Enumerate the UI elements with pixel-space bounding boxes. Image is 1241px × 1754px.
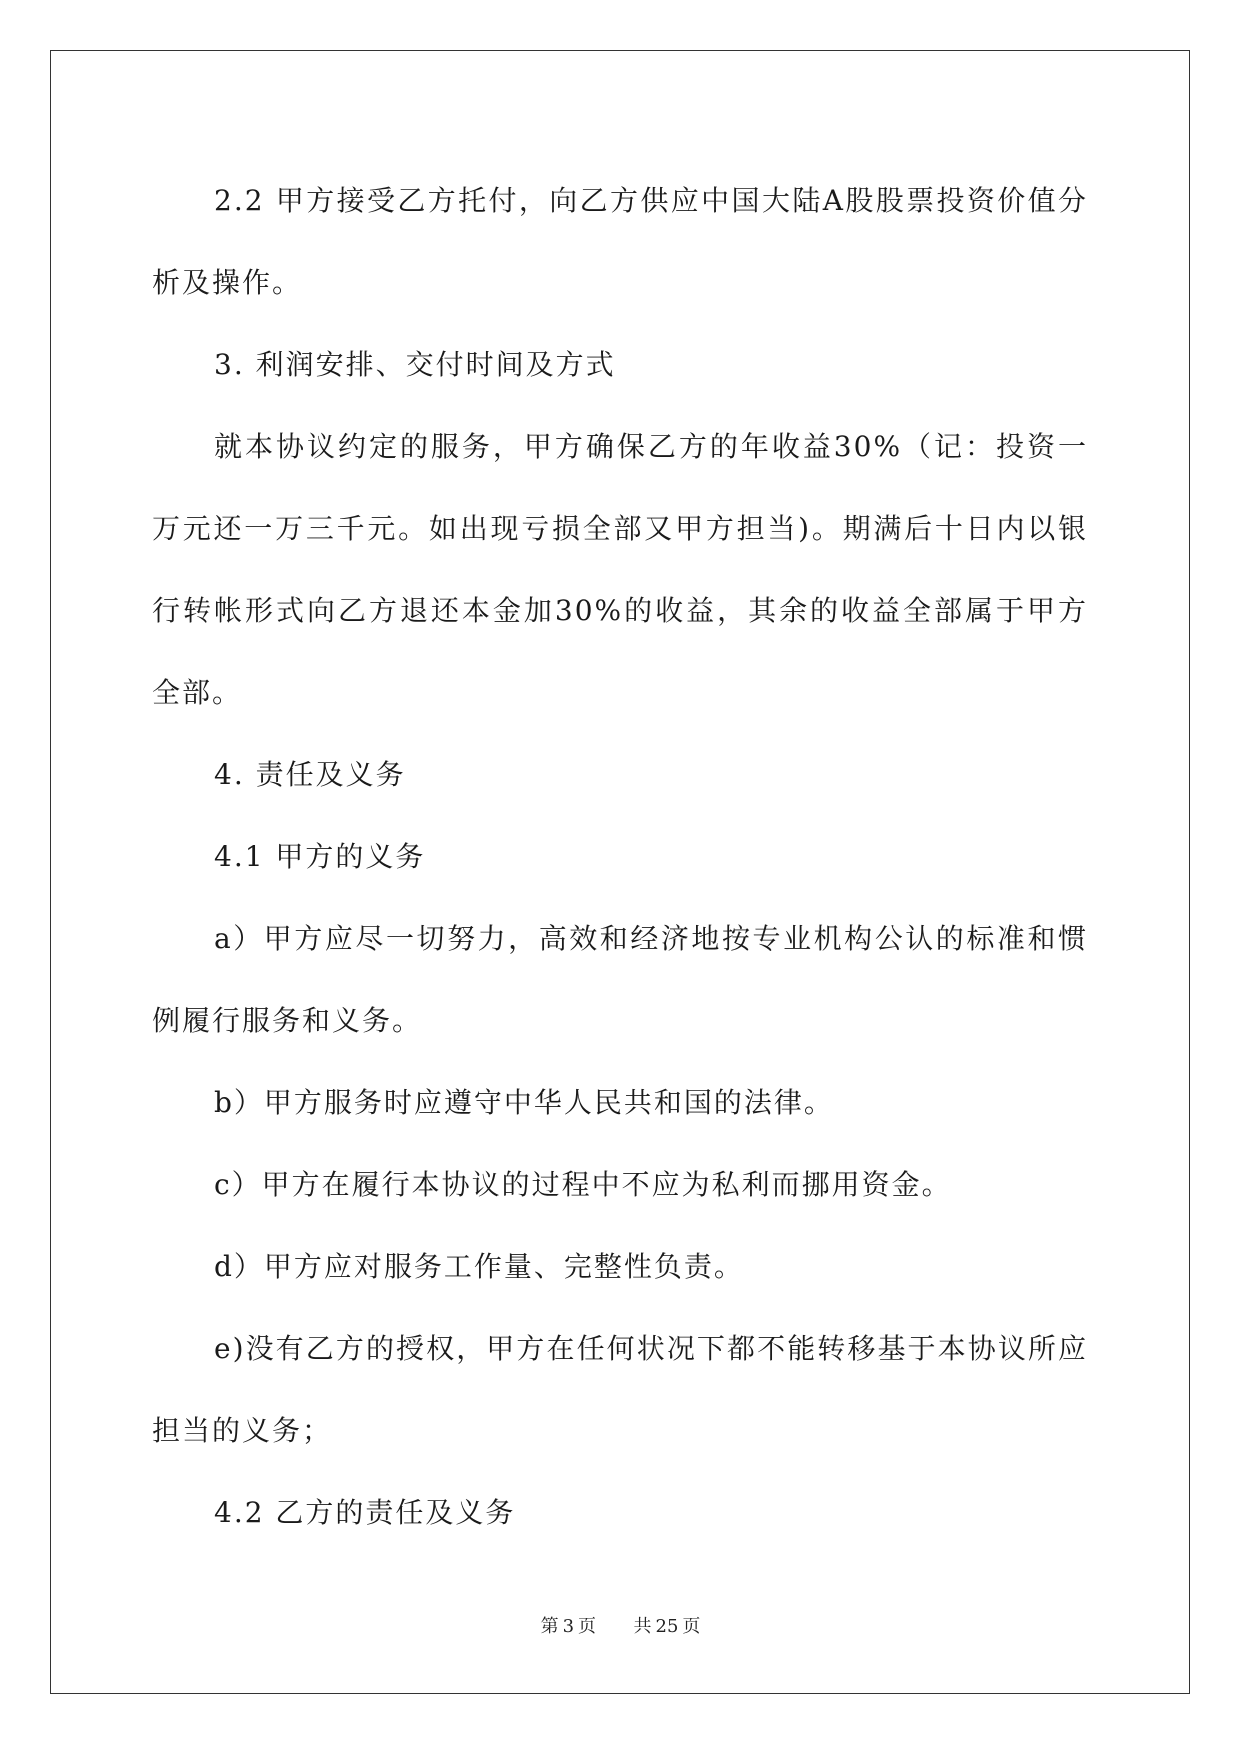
- total-label-prefix: 共: [633, 1616, 652, 1637]
- list-item-a: a）甲方应尽一切努力，高效和经济地按专业机构公认的标准和惯例履行服务和义务。: [152, 922, 1088, 1037]
- heading-section-4-1: 4.1 甲方的义务: [214, 840, 426, 873]
- list-item-c: c）甲方在履行本协议的过程中不应为私利而挪用资金。: [214, 1168, 952, 1201]
- heading-section-4-2: 4.2 乙方的责任及义务: [214, 1496, 516, 1529]
- page-label-prefix: 第: [540, 1616, 559, 1637]
- page-footer: [0, 1612, 1241, 1638]
- paragraph-section-3-body: 就本协议约定的服务，甲方确保乙方的年收益30%（记：投资一万元还一万三千元。如出现亏损全部又甲方担当)。期满后十日内以银行转帐形式向乙方退还本金加30%的收益，其余的收益全部属于甲方全部。: [152, 430, 1088, 709]
- paragraph-2-2: 2.2 甲方接受乙方托付，向乙方供应中国大陆A股股票投资价值分析及操作。: [152, 184, 1088, 299]
- total-pages: 25: [655, 1616, 679, 1637]
- list-item-d: d）甲方应对服务工作量、完整性负责。: [214, 1250, 744, 1283]
- list-item-b: b）甲方服务时应遵守中华人民共和国的法律。: [214, 1086, 834, 1119]
- page-number: 3: [562, 1616, 575, 1637]
- heading-section-4: 4. 责任及义务: [214, 758, 406, 791]
- list-item-e: e)没有乙方的授权，甲方在任何状况下都不能转移基于本协议所应担当的义务；: [152, 1332, 1088, 1447]
- heading-section-3: 3. 利润安排、交付时间及方式: [214, 348, 616, 381]
- document-body: [152, 160, 1088, 1554]
- page-label-suffix: 页: [578, 1616, 597, 1637]
- total-label-suffix: 页: [682, 1616, 701, 1637]
